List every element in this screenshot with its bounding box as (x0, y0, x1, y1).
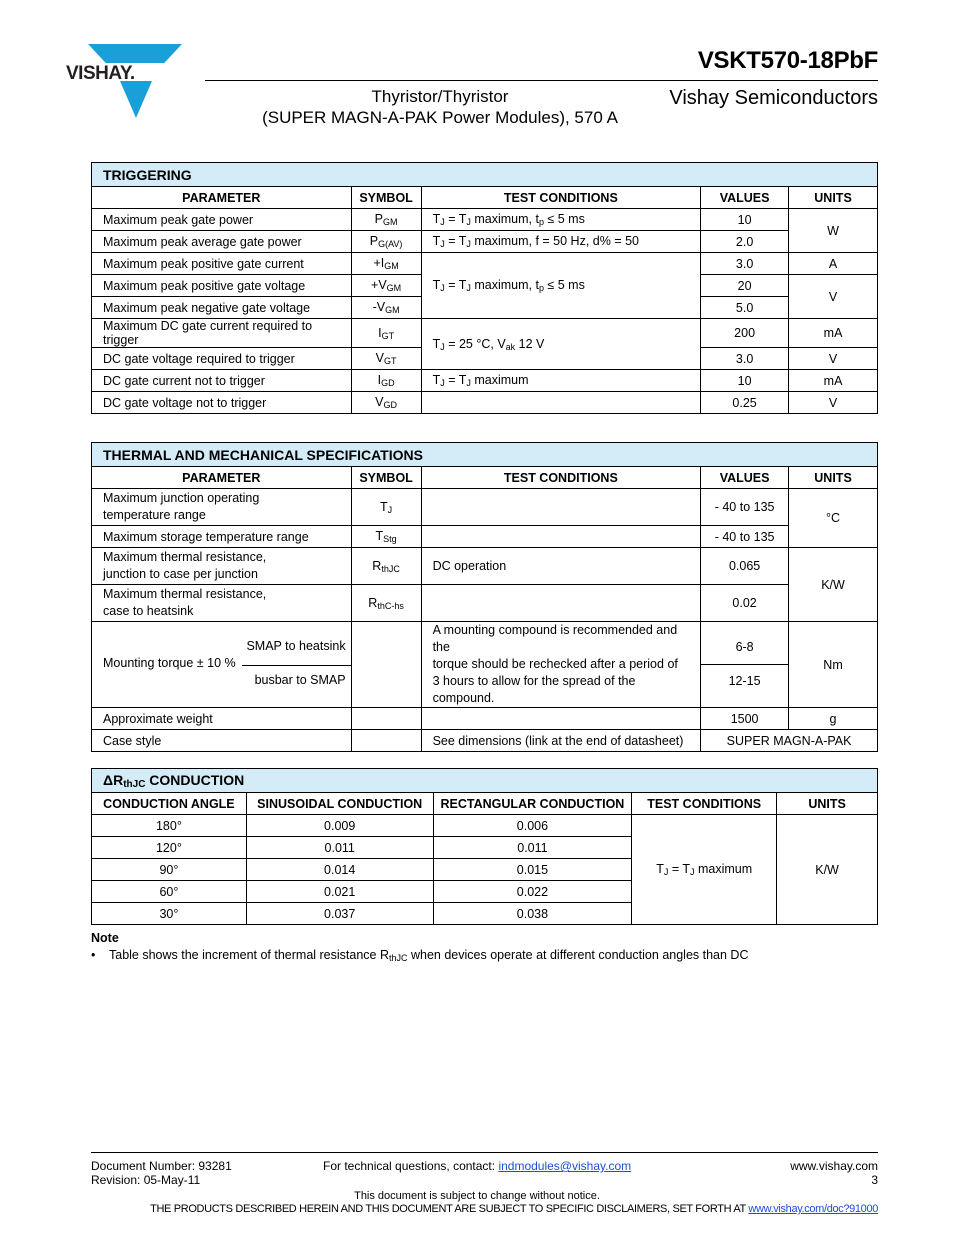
column-header: VALUES (701, 467, 789, 489)
parameter-cell: Maximum peak gate power (92, 209, 352, 231)
symbol-cell: $-V_{GM}$ (351, 297, 421, 319)
value-cell: - 40 to 135 (701, 489, 789, 526)
symbol-cell: $P_{GM}$ (351, 209, 421, 231)
sinusoidal-cell: 0.011 (246, 837, 433, 859)
symbol-cell: $+I_{GM}$ (351, 253, 421, 275)
condition-cell: A mounting compound is recommended and the torque should be rechecked after a period of 3 hours to allow for the spread of the compound. (421, 622, 701, 708)
angle-cell: 30° (92, 903, 247, 925)
parameter-cell: Maximum DC gate current required to trigger (92, 319, 352, 348)
value-cell: - 40 to 135 (701, 526, 789, 548)
note-text: • Table shows the increment of thermal resistance $R_{thJC}$ when devices operate at different conduction angles than DC (91, 948, 749, 963)
parameter-cell: Maximum thermal resistance, case to heatsink (92, 585, 352, 622)
condition-cell (421, 526, 701, 548)
table-row (92, 231, 878, 253)
vishay-logo (64, 44, 184, 120)
table-row (92, 253, 878, 275)
change-notice: This document is subject to change without notice. (354, 1190, 600, 1202)
contact-email-link[interactable]: indmodules@vishay.com (498, 1159, 632, 1173)
parameter-cell: Case style (92, 730, 352, 752)
table-header-row (92, 793, 878, 815)
note-heading: Note (91, 931, 119, 945)
table-row (92, 548, 878, 585)
condition-cell: DC operation (421, 548, 701, 585)
table-title: THERMAL AND MECHANICAL SPECIFICATIONS (92, 443, 878, 467)
parameter-cell: Maximum junction operating temperature range (92, 489, 352, 526)
value-cell: 0.065 (701, 548, 789, 585)
symbol-cell (351, 730, 421, 752)
parameter-cell: Approximate weight (92, 708, 352, 730)
condition-cell (421, 392, 701, 414)
document-subtitle (230, 86, 650, 128)
column-header: UNITS (789, 467, 878, 489)
symbol-cell: $R_{thJC}$ (351, 548, 421, 585)
condition-cell: $T_J = 25$ °C, $V_{ak}$ 12 V (421, 319, 701, 370)
condition-cell: $T_J = T_J$ maximum, f = 50 Hz, d% = 50 (421, 231, 701, 253)
table-row (92, 370, 878, 392)
column-header: PARAMETER (92, 187, 352, 209)
condition-cell (421, 585, 701, 622)
sinusoidal-cell: 0.014 (246, 859, 433, 881)
rectangular-cell: 0.022 (433, 881, 632, 903)
table-header-row (92, 467, 878, 489)
parameter-cell: Maximum peak positive gate voltage (92, 275, 352, 297)
table-header-row (92, 187, 878, 209)
unit-cell: °C (789, 489, 878, 548)
thermal-mechanical-table (91, 442, 878, 752)
subtitle-line-1: Thyristor/Thyristor (371, 87, 509, 106)
footer-rule (91, 1152, 878, 1153)
parameter-cell: DC gate voltage required to trigger (92, 348, 352, 370)
angle-cell: 180° (92, 815, 247, 837)
sinusoidal-cell: 0.037 (246, 903, 433, 925)
condition-cell: $T_J = T_J$ maximum, $t_p \le 5$ ms (421, 209, 701, 231)
angle-cell: 60° (92, 881, 247, 903)
parameter-cell: Maximum thermal resistance, junction to case per junction (92, 548, 352, 585)
unit-cell: V (789, 275, 878, 319)
document-number: Document Number: 93281 (91, 1159, 232, 1173)
condition-cell: $T_J = T_J$ maximum (421, 370, 701, 392)
unit-cell: K/W (777, 815, 878, 925)
table-row (92, 585, 878, 622)
symbol-cell: $P_{G(AV)}$ (351, 231, 421, 253)
header-rule (205, 80, 878, 81)
parameter-cell: Maximum peak average gate power (92, 231, 352, 253)
symbol-cell (351, 622, 421, 708)
sinusoidal-cell: 0.021 (246, 881, 433, 903)
website: www.vishay.com (790, 1159, 878, 1173)
value-cell: 2.0 (701, 231, 789, 253)
parameter-cell: DC gate voltage not to trigger (92, 392, 352, 414)
rectangular-cell: 0.015 (433, 859, 632, 881)
unit-cell: A (789, 253, 878, 275)
value-cell: 10 (701, 209, 789, 231)
divider (242, 665, 351, 666)
symbol-cell: $R_{thC-hs}$ (351, 585, 421, 622)
value-cell: 20 (701, 275, 789, 297)
unit-cell: K/W (789, 548, 878, 622)
value-cell: 3.0 (701, 253, 789, 275)
table-row (92, 392, 878, 414)
condition-cell: See dimensions (link at the end of datasheet) (421, 730, 701, 752)
unit-cell: W (789, 209, 878, 253)
table-row (92, 622, 878, 708)
column-header: SYMBOL (351, 187, 421, 209)
disclaimer-link[interactable]: www.vishay.com/doc?91000 (748, 1203, 878, 1215)
symbol-cell: $I_{GT}$ (351, 319, 421, 348)
part-number: VSKT570-18PbF (697, 47, 878, 74)
conduction-table (91, 768, 878, 925)
parameter-cell: Maximum peak positive gate current (92, 253, 352, 275)
table-title: $\Delta R_{thJC}$ CONDUCTION (92, 769, 878, 793)
torque-parameter-cell (92, 622, 352, 708)
column-header: SYMBOL (351, 467, 421, 489)
disclaimer: THE PRODUCTS DESCRIBED HEREIN AND THIS DOCUMENT ARE SUBJECT TO SPECIFIC DISCLAIMERS, SET FORTH AT www.vishay.com/doc?91000 (150, 1203, 878, 1215)
condition-cell: $T_J = T_J$ maximum (632, 815, 777, 925)
table-row (92, 209, 878, 231)
condition-cell: $T_J = T_J$ maximum, $t_p \le 5$ ms (421, 253, 701, 319)
unit-cell: mA (789, 319, 878, 348)
angle-cell: 120° (92, 837, 247, 859)
subtitle-line-2: (SUPER MAGN-A-PAK Power Modules), 570 A (262, 108, 618, 127)
value-cell: 5.0 (701, 297, 789, 319)
contact-line: For technical questions, contact: indmodules@vishay.com (323, 1159, 632, 1173)
torque-label: Mounting torque ± 10 % (103, 655, 236, 670)
condition-cell (421, 489, 701, 526)
unit-cell: V (789, 392, 878, 414)
svg-text:VISHAY.: VISHAY. (66, 63, 135, 84)
column-header: SINUSOIDAL CONDUCTION (246, 793, 433, 815)
column-header: PARAMETER (92, 467, 352, 489)
parameter-cell: DC gate current not to trigger (92, 370, 352, 392)
condition-cell (421, 708, 701, 730)
parameter-cell: Maximum storage temperature range (92, 526, 352, 548)
symbol-cell: $+V_{GM}$ (351, 275, 421, 297)
unit-cell: mA (789, 370, 878, 392)
torque-sub-label: SMAP to heatsink (246, 638, 346, 653)
value-cell: 1500 (701, 708, 789, 730)
rectangular-cell: 0.011 (433, 837, 632, 859)
unit-cell: V (789, 348, 878, 370)
symbol-cell: $T_{Stg}$ (351, 526, 421, 548)
column-header: UNITS (789, 187, 878, 209)
column-header: CONDUCTION ANGLE (92, 793, 247, 815)
symbol-cell: $V_{GD}$ (351, 392, 421, 414)
table-row (92, 319, 878, 348)
symbol-cell (351, 708, 421, 730)
angle-cell: 90° (92, 859, 247, 881)
value-cell: 6-8 12-15 (701, 622, 789, 708)
symbol-cell: $I_{GD}$ (351, 370, 421, 392)
value-cell: 10 (701, 370, 789, 392)
column-header: RECTANGULAR CONDUCTION (433, 793, 632, 815)
rectangular-cell: 0.006 (433, 815, 632, 837)
column-header: TEST CONDITIONS (421, 187, 701, 209)
column-header: TEST CONDITIONS (421, 467, 701, 489)
sinusoidal-cell: 0.009 (246, 815, 433, 837)
column-header: VALUES (701, 187, 789, 209)
company-name: Vishay Semiconductors (669, 87, 878, 109)
parameter-cell: Maximum peak negative gate voltage (92, 297, 352, 319)
column-header: TEST CONDITIONS (632, 793, 777, 815)
table-row (92, 526, 878, 548)
table-row (92, 489, 878, 526)
value-cell: 200 (701, 319, 789, 348)
triggering-table (91, 162, 878, 414)
column-header: UNITS (777, 793, 878, 815)
table-row (92, 815, 878, 837)
value-cell: 0.25 (701, 392, 789, 414)
revision: Revision: 05-May-11 (91, 1173, 201, 1187)
value-cell: 0.02 (701, 585, 789, 622)
table-row (92, 730, 878, 752)
table-row (92, 708, 878, 730)
symbol-cell: $T_J$ (351, 489, 421, 526)
table-title: TRIGGERING (92, 163, 878, 187)
value-cell: 3.0 (701, 348, 789, 370)
unit-cell: Nm (789, 622, 878, 708)
value-cell: SUPER MAGN-A-PAK (701, 730, 878, 752)
page-number: 3 (871, 1173, 878, 1187)
rectangular-cell: 0.038 (433, 903, 632, 925)
symbol-cell: $V_{GT}$ (351, 348, 421, 370)
torque-sub-label: busbar to SMAP (254, 672, 346, 687)
unit-cell: g (789, 708, 878, 730)
